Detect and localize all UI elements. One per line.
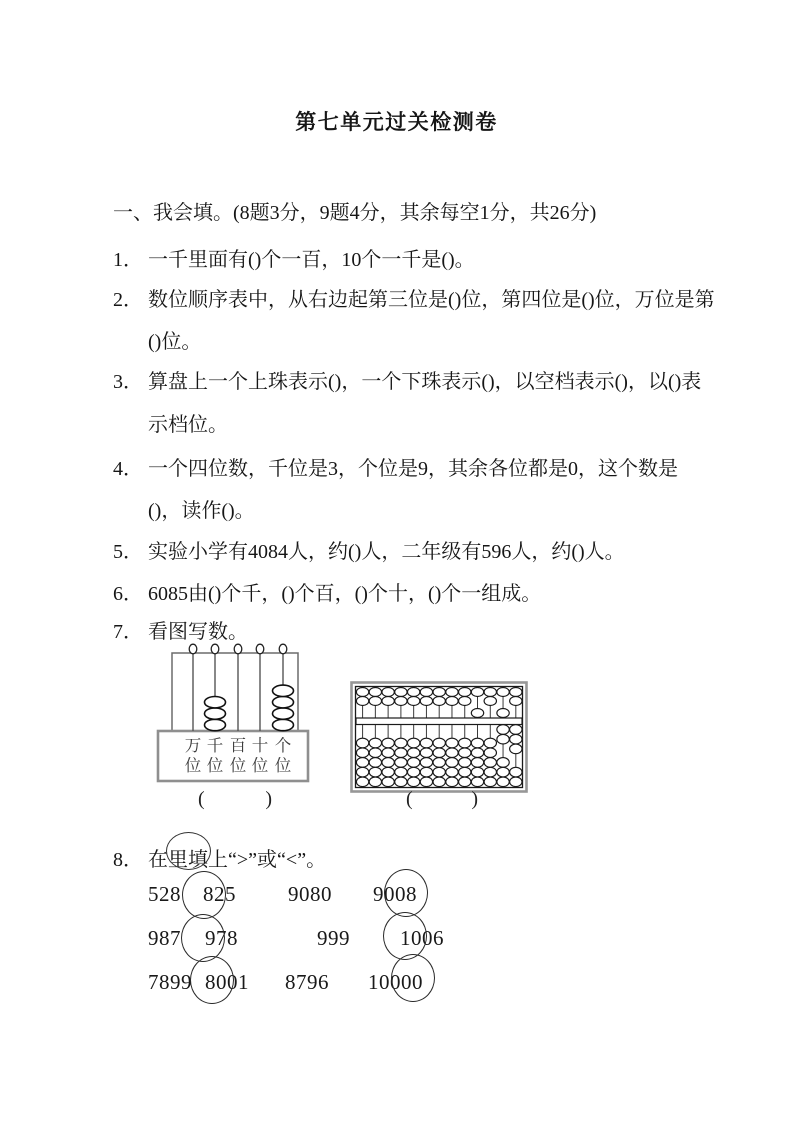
abacus-bead — [382, 738, 394, 748]
question-5-number: 5． — [113, 541, 143, 563]
abacus-bead — [484, 758, 496, 768]
abacus-bead — [395, 688, 407, 697]
counter-bead — [205, 708, 226, 719]
place-label: 万 — [184, 736, 202, 755]
comparison-number: 825 — [203, 882, 236, 906]
question-6 — [113, 577, 541, 606]
abacus-bead — [407, 758, 419, 768]
abacus-bead — [395, 758, 407, 768]
abacus-bead — [446, 758, 458, 768]
abacus-bead — [356, 688, 368, 697]
abacus-bead — [471, 709, 483, 718]
abacus-bead — [407, 767, 419, 777]
place-label: 个 — [274, 736, 292, 755]
abacus-bead — [446, 688, 458, 697]
abacus-bead — [369, 697, 381, 706]
rod-loop — [279, 644, 287, 654]
abacus-bead — [471, 738, 483, 748]
abacus-bead — [407, 697, 419, 706]
abacus-bead — [382, 767, 394, 777]
question-4-number: 4． — [113, 458, 143, 480]
question-3-number: 3． — [113, 371, 143, 393]
question-7-text: 看图写数。 — [148, 621, 248, 643]
abacus-bead — [446, 748, 458, 758]
counter-bead — [205, 697, 226, 708]
abacus-bead — [395, 697, 407, 706]
abacus-bead — [446, 697, 458, 706]
abacus-bead — [471, 767, 483, 777]
counter-bead — [273, 697, 294, 708]
counter-bead — [273, 685, 294, 696]
place-label: 百 — [229, 736, 247, 755]
comparison-number: 10000 — [368, 970, 423, 994]
abacus-bead — [497, 709, 509, 718]
abacus-bead — [433, 767, 445, 777]
section-heading: 一、我会填。(8题3分，9题4分，其余每空1分，共26分) — [113, 202, 597, 224]
abacus-bead — [459, 697, 471, 706]
abacus-bead — [356, 767, 368, 777]
abacus-bead — [510, 697, 522, 706]
question-2-text-line1: 数位顺序表中，从右边起第三位是()位，第四位是()位，万位是第 — [148, 289, 715, 311]
abacus-bead — [471, 777, 483, 787]
question-8-number: 8． — [113, 849, 143, 871]
question-6-text: 6085由()个千，()个百，()个十，()个一组成。 — [148, 583, 542, 605]
place-label: 位 — [229, 756, 247, 775]
abacus-bead — [433, 688, 445, 697]
abacus-bead — [510, 688, 522, 697]
abacus-bead — [420, 738, 432, 748]
abacus-bead — [356, 777, 368, 787]
abacus-bead — [459, 777, 471, 787]
question-3-text-line1: 算盘上一个上珠表示()，一个下珠表示()，以空档表示()，以()表 — [148, 371, 702, 393]
question-1 — [113, 243, 475, 272]
abacus-bead — [356, 738, 368, 748]
question-5 — [113, 535, 625, 564]
abacus-bead — [497, 734, 509, 744]
abacus-beam — [356, 718, 522, 725]
answer-circle — [384, 869, 428, 917]
place-label: 位 — [206, 756, 224, 775]
question-7-number: 7． — [113, 621, 143, 643]
question-4-text-line2: ()，读作()。 — [148, 500, 255, 522]
abacus-bead — [446, 738, 458, 748]
comparison-number: 999 — [317, 926, 350, 950]
abacus-bead — [407, 748, 419, 758]
abacus-bead — [510, 744, 522, 754]
abacus-bead — [395, 767, 407, 777]
abacus-bead — [471, 758, 483, 768]
abacus-bead — [420, 758, 432, 768]
abacus-bead — [382, 758, 394, 768]
abacus-bead — [459, 767, 471, 777]
answer-circle — [383, 912, 427, 960]
abacus-bead — [369, 758, 381, 768]
abacus-bead — [356, 697, 368, 706]
rod-loop — [189, 644, 197, 654]
question-1-text: 一千里面有()个一百，10个一千是()。 — [148, 249, 475, 271]
answer-blank-abacus — [406, 788, 478, 811]
question-8 — [113, 843, 326, 872]
abacus-bead — [420, 697, 432, 706]
answer-circle — [190, 956, 234, 1004]
question-4 — [113, 452, 678, 481]
abacus-bead — [446, 777, 458, 787]
abacus-bead — [395, 738, 407, 748]
abacus-bead — [510, 725, 522, 735]
question-2-text-line2: ()位。 — [148, 331, 202, 353]
abacus-bead — [484, 748, 496, 758]
place-label: 位 — [251, 756, 269, 775]
answer-circle — [181, 914, 225, 962]
abacus-bead — [484, 688, 496, 697]
comparison-number: 8796 — [285, 970, 329, 994]
question-3-text-line2: 示档位。 — [148, 414, 228, 436]
rod-loop — [211, 644, 219, 654]
rod-loop — [234, 644, 242, 654]
abacus-bead — [407, 688, 419, 697]
abacus-bead — [510, 767, 522, 777]
question-6-number: 6． — [113, 583, 143, 605]
comparison-number: 8001 — [205, 970, 249, 994]
comparison-number: 1006 — [400, 926, 444, 950]
abacus-bead — [407, 777, 419, 787]
comparison-number: 528 — [148, 882, 181, 906]
open-paren: ( — [198, 788, 205, 810]
abacus-bead — [433, 758, 445, 768]
question-4-text-line1: 一个四位数，千位是3，个位是9，其余各位都是0，这个数是 — [148, 458, 678, 480]
abacus-bead — [420, 688, 432, 697]
abacus-bead — [459, 758, 471, 768]
abacus-bead — [369, 777, 381, 787]
abacus-bead — [433, 748, 445, 758]
abacus-bead — [382, 777, 394, 787]
place-label: 十 — [251, 736, 269, 755]
question-8-text: 在里填上“>”或“<”。 — [148, 849, 327, 871]
abacus-bead — [471, 688, 483, 697]
abacus-bead — [369, 738, 381, 748]
counter-bead — [273, 708, 294, 719]
question-3 — [113, 365, 701, 394]
abacus-bead — [369, 767, 381, 777]
abacus-bead — [446, 767, 458, 777]
answer-circle — [166, 832, 211, 870]
abacus-bead — [497, 688, 509, 697]
abacus-bead — [407, 738, 419, 748]
abacus-bead — [356, 758, 368, 768]
rod-loop — [256, 644, 264, 654]
question-7 — [113, 615, 248, 644]
place-label: 位 — [274, 756, 292, 775]
abacus-bead — [471, 748, 483, 758]
comparison-number: 9080 — [288, 882, 332, 906]
comparison-number: 987 — [148, 926, 181, 950]
abacus-bead — [484, 767, 496, 777]
abacus-bead — [395, 777, 407, 787]
abacus-bead — [356, 748, 368, 758]
abacus-bead — [382, 688, 394, 697]
answer-circle — [391, 954, 435, 1002]
question-2-number: 2． — [113, 289, 143, 311]
counter-bead — [205, 719, 226, 730]
abacus-bead — [395, 748, 407, 758]
abacus-bead — [484, 777, 496, 787]
comparison-number: 7899 — [148, 970, 192, 994]
abacus-bead — [459, 738, 471, 748]
abacus-bead — [369, 748, 381, 758]
abacus-bead — [510, 734, 522, 744]
abacus-bead — [484, 738, 496, 748]
page-title: 第七单元过关检测卷 — [295, 111, 498, 134]
counter-bead — [273, 719, 294, 730]
close-paren: ) — [471, 788, 478, 810]
abacus-figure — [350, 681, 528, 793]
comparison-number: 9008 — [373, 882, 417, 906]
abacus-bead — [497, 758, 509, 768]
answer-blank-counter — [198, 788, 272, 811]
abacus-bead — [497, 767, 509, 777]
open-paren: ( — [406, 788, 413, 810]
abacus-bead — [420, 748, 432, 758]
abacus-bead — [420, 767, 432, 777]
abacus-bead — [510, 777, 522, 787]
abacus-bead — [420, 777, 432, 787]
question-1-number: 1． — [113, 249, 143, 271]
abacus-bead — [433, 738, 445, 748]
close-paren: ) — [265, 788, 272, 810]
abacus-bead — [433, 777, 445, 787]
abacus-bead — [382, 697, 394, 706]
place-value-counter-figure — [150, 641, 320, 789]
place-label: 位 — [184, 756, 202, 775]
abacus-bead — [497, 777, 509, 787]
comparison-number: 978 — [205, 926, 238, 950]
question-5-text: 实验小学有4084人，约()人，二年级有596人，约()人。 — [148, 541, 625, 563]
abacus-bead — [459, 688, 471, 697]
place-label: 千 — [206, 736, 224, 755]
abacus-bead — [369, 688, 381, 697]
abacus-bead — [459, 748, 471, 758]
abacus-bead — [433, 697, 445, 706]
question-2 — [113, 283, 715, 312]
abacus-bead — [497, 725, 509, 735]
abacus-bead — [382, 748, 394, 758]
abacus-bead — [484, 697, 496, 706]
answer-circle — [182, 871, 226, 919]
